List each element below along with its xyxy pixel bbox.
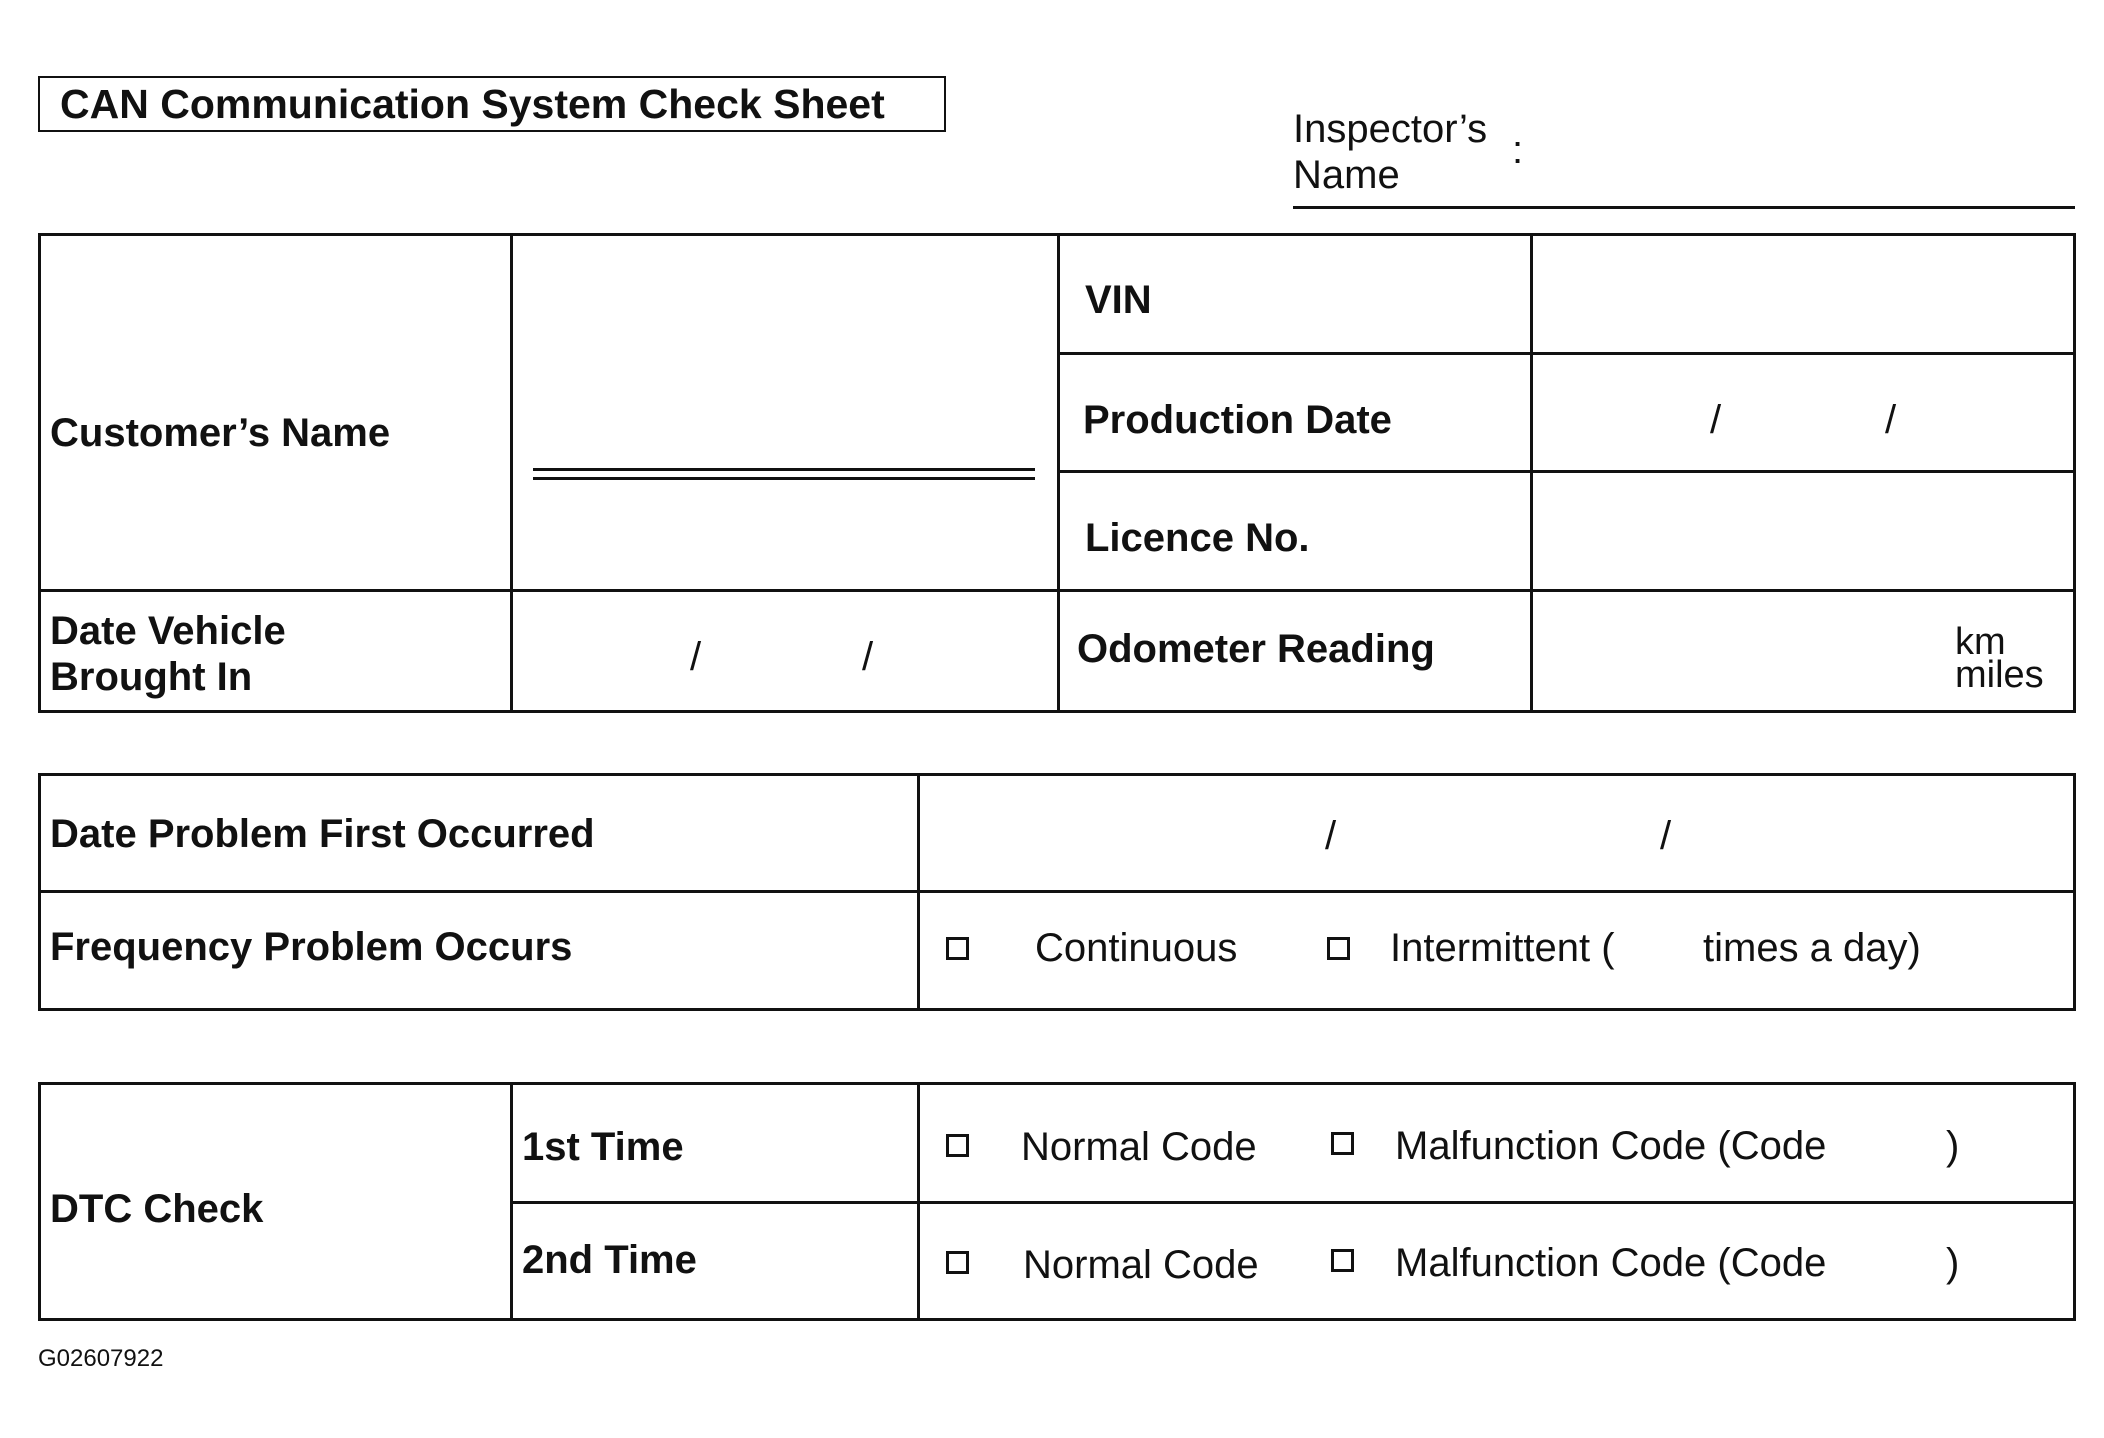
odometer-label: Odometer Reading <box>1077 627 1435 671</box>
table-border-left <box>38 233 41 713</box>
production-date-separator-2: / <box>1885 398 1897 442</box>
problem-table-border-right <box>2073 773 2076 1011</box>
first-time-normal-label: Normal Code <box>1021 1125 1257 1169</box>
brought-in-date-separator-1: / <box>690 635 702 679</box>
inspector-name-label <box>1293 106 1487 198</box>
production-date-label: Production Date <box>1083 398 1392 442</box>
figure-id: G02607922 <box>38 1345 164 1372</box>
first-time-label: 1st Time <box>522 1125 684 1169</box>
date-brought-in-label <box>50 608 286 700</box>
second-time-normal-label: Normal Code <box>1023 1243 1259 1287</box>
second-time-malfunction-checkbox[interactable] <box>1331 1249 1354 1272</box>
licence-label: Licence No. <box>1085 516 1310 560</box>
dtc-column-divider-2 <box>917 1082 920 1321</box>
vin-field[interactable] <box>1535 236 2071 350</box>
column-divider-1 <box>510 233 513 713</box>
dtc-row-divider <box>510 1201 2076 1204</box>
first-time-close-paren: ) <box>1946 1124 1960 1168</box>
inspector-label-line1: Inspector’s <box>1293 107 1488 151</box>
continuous-option-label: Continuous <box>1035 926 1238 970</box>
unit-miles: miles <box>1955 654 2044 696</box>
second-time-malfunction-label: Malfunction Code (Code <box>1395 1241 1827 1285</box>
production-date-separator-1: / <box>1710 398 1722 442</box>
dtc-table-border-left <box>38 1082 41 1321</box>
date-brought-in-label-line1: Date Vehicle <box>50 609 286 653</box>
licence-field[interactable] <box>1535 474 2071 587</box>
second-time-label: 2nd Time <box>522 1238 697 1282</box>
continuous-checkbox[interactable] <box>946 937 969 960</box>
inspector-label-line2: Name <box>1293 153 1400 197</box>
column-divider-2 <box>1057 233 1060 713</box>
second-time-normal-checkbox[interactable] <box>946 1251 969 1274</box>
problem-table-border-bottom <box>38 1008 2076 1011</box>
intermittent-option-label: Intermittent ( <box>1390 926 1615 970</box>
vin-label: VIN <box>1085 278 1152 322</box>
date-brought-in-label-line2: Brought In <box>50 655 253 699</box>
customer-name-label: Customer’s Name <box>50 411 391 455</box>
problem-row-divider <box>38 890 2076 893</box>
problem-table-border-top <box>38 773 2076 776</box>
table-border-right <box>2073 233 2076 713</box>
dtc-check-label: DTC Check <box>50 1187 264 1231</box>
problem-table-border-left <box>38 773 41 1011</box>
first-occurred-date-separator-1: / <box>1325 814 1337 858</box>
sheet-title: CAN Communication System Check Sheet <box>38 76 946 132</box>
unit-km: km <box>1955 621 2006 663</box>
first-occurred-date-separator-2: / <box>1660 814 1672 858</box>
first-time-malfunction-checkbox[interactable] <box>1331 1132 1354 1155</box>
inspector-name-field[interactable] <box>1293 206 2075 209</box>
customer-name-line-upper[interactable] <box>533 468 1035 471</box>
second-time-close-paren: ) <box>1946 1241 1960 1285</box>
row-divider-production <box>1058 470 2076 473</box>
dtc-table-border-bottom <box>38 1318 2076 1321</box>
dtc-table-border-right <box>2073 1082 2076 1321</box>
column-divider-3 <box>1530 233 1533 713</box>
inspector-colon: : <box>1512 128 1524 172</box>
customer-name-line-lower[interactable] <box>533 477 1035 480</box>
brought-in-date-separator-2: / <box>862 635 874 679</box>
frequency-label: Frequency Problem Occurs <box>50 925 573 969</box>
row-divider-vin <box>1058 352 2076 355</box>
first-time-malfunction-label: Malfunction Code (Code <box>1395 1124 1827 1168</box>
problem-column-divider <box>917 773 920 1011</box>
intermittent-checkbox[interactable] <box>1327 937 1350 960</box>
times-a-day-label: times a day) <box>1703 926 1921 970</box>
dtc-column-divider-1 <box>510 1082 513 1321</box>
first-time-normal-checkbox[interactable] <box>946 1134 969 1157</box>
dtc-table-border-top <box>38 1082 2076 1085</box>
date-first-occurred-label: Date Problem First Occurred <box>50 812 595 856</box>
